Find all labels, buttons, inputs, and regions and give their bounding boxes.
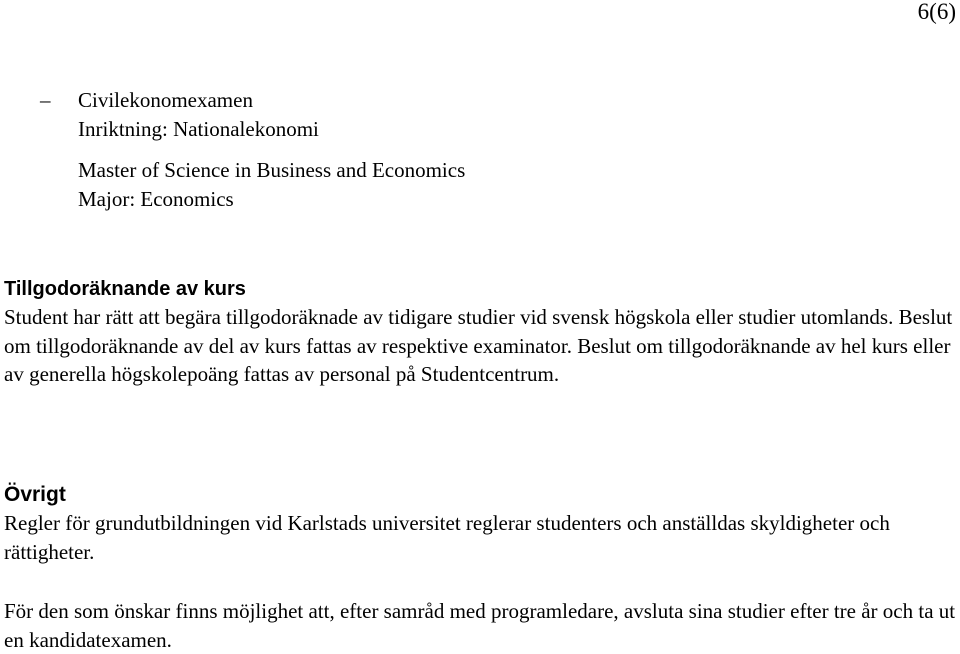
final-note-section xyxy=(4,597,956,654)
degree-block xyxy=(40,86,465,214)
page-number: 6(6) xyxy=(917,0,956,24)
other-section xyxy=(4,481,956,566)
swedish-degree-major: Inriktning: Nationalekonomi xyxy=(78,117,319,141)
credit-transfer-section xyxy=(4,275,956,389)
other-text: Regler för grundutbildningen vid Karlstads universitet reglerar studenters och anställdas skyldigheter och rättigheter. xyxy=(4,511,890,564)
swedish-degree-name: Civilekonomexamen xyxy=(78,88,253,112)
degree-list-item xyxy=(40,86,465,214)
credit-transfer-text: Student har rätt att begära tillgodoräknade av tidigare studier vid svensk högskola eller studier utomlands. Beslut om tillgodoräknande av del av kurs fattas av respektive examinator. Beslut om tillgodoräknande av hel kurs eller av generella högskolepoäng fattas av personal på Studentcentrum. xyxy=(4,305,953,386)
other-heading: Övrigt xyxy=(4,483,66,506)
final-note-text: För den som önskar finns möjlighet att, efter samråd med programledare, avsluta sina studier efter tre år och ta ut en kandidatexamen. xyxy=(4,599,956,652)
credit-transfer-heading: Tillgodoräknande av kurs xyxy=(4,278,246,300)
english-degree-name: Master of Science in Business and Economics xyxy=(78,158,466,182)
spacer xyxy=(78,144,465,156)
list-bullet: – xyxy=(40,88,51,112)
english-degree-major: Major: Economics xyxy=(78,187,234,211)
degree-lines xyxy=(78,86,465,214)
